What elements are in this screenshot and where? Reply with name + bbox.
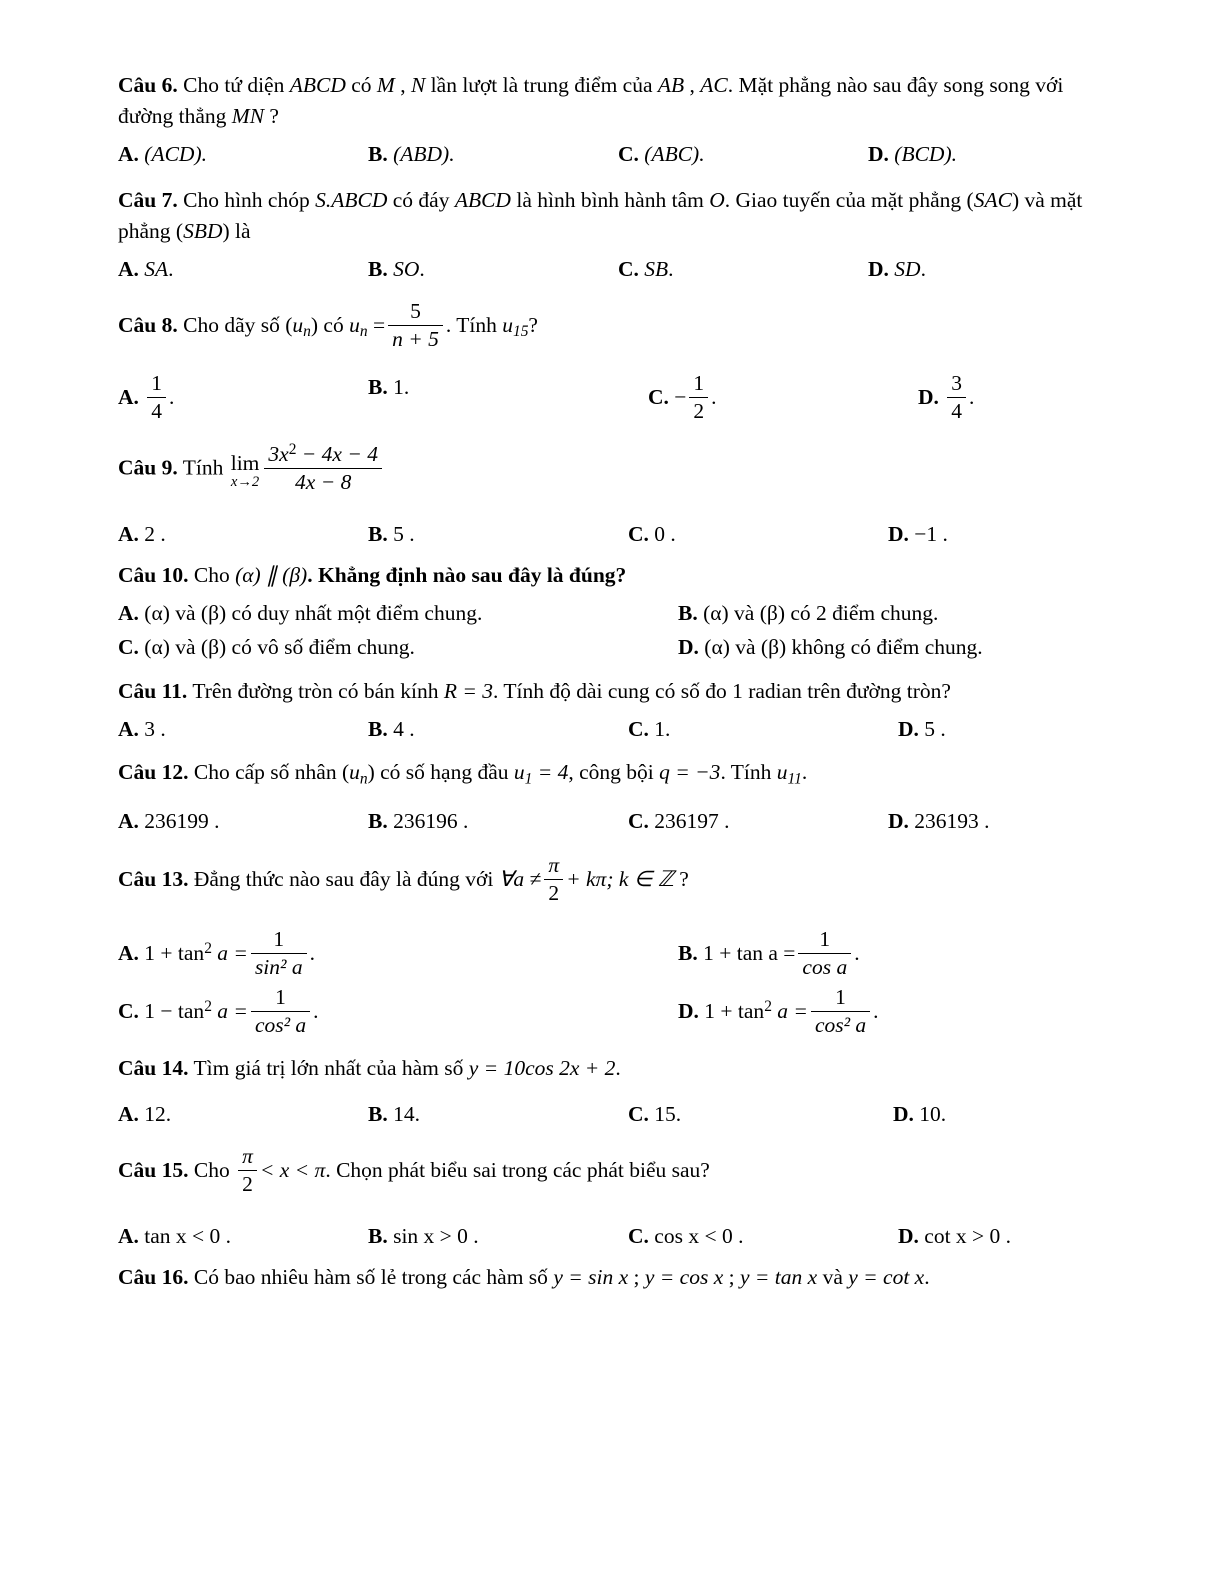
option-10-c-tag: C.	[118, 635, 139, 660]
option-13-a-var: a =	[211, 940, 248, 965]
question-13-text-1: Đẳng thức nào sau đây là đúng với	[193, 866, 499, 891]
option-15-a-text: tan x < 0 .	[144, 1224, 232, 1249]
option-11-d-text: 5 .	[924, 716, 946, 741]
option-13-a[interactable]	[118, 927, 618, 983]
question-14-stem	[118, 1053, 1118, 1084]
question-9-lim-sub: x→2	[230, 474, 260, 491]
option-7-a-text: SA	[144, 256, 169, 281]
question-12-label: Câu 12.	[118, 760, 189, 785]
option-7-c-text: SB	[644, 256, 669, 281]
question-6-text-7: ?	[264, 104, 279, 129]
question-12-math-q: q = −3	[659, 760, 721, 785]
question-16-text-3: ;	[723, 1265, 740, 1290]
option-12-c[interactable]	[618, 805, 868, 837]
option-13-d-fraction	[811, 984, 870, 1040]
option-13-c-fraction	[251, 984, 310, 1040]
question-11-stem	[118, 676, 1118, 707]
question-15-frac-den: 2	[242, 1172, 253, 1197]
question-12-text-6: .	[801, 760, 808, 785]
option-9-b[interactable]	[368, 518, 618, 550]
question-16-text-5: .	[924, 1265, 930, 1290]
option-13-d-num: 1	[811, 984, 870, 1012]
option-7-a-tag: A.	[118, 256, 139, 281]
question-16-stem	[118, 1262, 1118, 1293]
option-13-a-num: 1	[251, 926, 307, 954]
question-16-math-1: y = sin x	[553, 1265, 629, 1290]
question-10-options-row1	[118, 597, 1118, 629]
option-11-b[interactable]	[368, 713, 618, 745]
question-6-math-6: MN	[231, 104, 265, 129]
question-8-text-3: . Tính	[445, 313, 503, 338]
option-13-b-lhs: 1 + tan a =	[703, 940, 796, 965]
question-8-sub-n: n	[303, 323, 311, 341]
question-11-text-1: Trên đường tròn có bán kính	[192, 678, 444, 703]
question-9-fraction	[264, 440, 382, 497]
question-6-text-3: ,	[394, 73, 411, 97]
option-10-a-tag: A.	[118, 601, 139, 626]
option-6-c-text: (ABC).	[644, 142, 705, 167]
question-6-stem	[118, 70, 1118, 132]
option-13-c-lhs: 1 − tan	[144, 998, 205, 1023]
option-9-b-tag: B.	[368, 521, 388, 546]
question-16-text-1: Có bao nhiêu hàm số lẻ trong các hàm số	[193, 1265, 554, 1290]
option-12-c-tag: C.	[628, 808, 649, 833]
option-14-c[interactable]	[618, 1098, 868, 1130]
option-6-c[interactable]	[618, 138, 868, 170]
option-15-c-tag: C.	[628, 1224, 649, 1249]
option-13-d-tag: D.	[678, 998, 699, 1023]
option-9-b-text: 5 .	[393, 521, 415, 546]
question-15-stem	[118, 1144, 1118, 1200]
option-10-b-tag: B.	[678, 601, 698, 626]
question-10-math-1: (α) ∥ (β)	[235, 563, 308, 588]
question-6-options	[118, 138, 1118, 170]
question-12-math-u1: u	[513, 760, 525, 785]
option-9-c-tag: C.	[628, 521, 649, 546]
option-15-d-text: cot x > 0 .	[924, 1224, 1012, 1249]
question-8-frac-den: n + 5	[392, 327, 439, 352]
option-15-c-text: cos x < 0 .	[654, 1224, 744, 1249]
question-16-text-4: và	[817, 1265, 849, 1290]
question-12-text-2: ) có số hạng đầu	[367, 760, 514, 785]
option-13-d-den: cos² a	[814, 1012, 867, 1037]
option-13-d[interactable]	[618, 985, 1118, 1041]
question-12-text-4: , công bội	[568, 760, 660, 785]
option-12-b-tag: B.	[368, 808, 388, 833]
question-9-stem	[118, 441, 1118, 498]
option-7-d-tag: D.	[868, 256, 889, 281]
question-13-options-row1	[118, 927, 1118, 983]
question-7-options	[118, 253, 1118, 285]
option-8-d-tag: D.	[918, 384, 939, 409]
question-16-math-3: y = tan x	[739, 1265, 818, 1290]
option-7-d-text: SD	[894, 256, 921, 281]
option-6-a[interactable]	[118, 138, 368, 170]
option-14-d[interactable]	[868, 1098, 1118, 1130]
option-6-d[interactable]	[868, 138, 1118, 170]
question-15-options	[118, 1220, 1118, 1252]
question-8-math-u: u	[292, 313, 304, 338]
option-10-d-text: (α) và (β) không có điểm chung.	[704, 635, 983, 660]
question-12-stem	[118, 757, 1118, 791]
option-13-b-num: 1	[798, 926, 851, 954]
option-10-a[interactable]	[118, 597, 618, 629]
option-10-b-text: (α) và (β) có 2 điểm chung.	[703, 601, 939, 626]
question-10-text-1: Cho	[193, 563, 236, 588]
option-9-a-text: 2 .	[144, 521, 166, 546]
question-12-sub-11: 11	[787, 770, 802, 788]
question-13-math-2: + kπ; k ∈ ℤ	[566, 866, 674, 891]
option-8-b[interactable]	[368, 371, 618, 403]
option-9-c-text: 0 .	[654, 521, 676, 546]
option-11-c-text: 1.	[654, 716, 671, 741]
option-10-c[interactable]	[118, 631, 618, 663]
option-11-a-text: 3 .	[144, 716, 166, 741]
question-10-options-row2	[118, 631, 1118, 663]
option-14-a[interactable]	[118, 1098, 368, 1130]
option-6-b-tag: B.	[368, 142, 388, 167]
option-13-b-den: cos a	[802, 954, 848, 979]
option-8-c-num: 1	[689, 370, 708, 398]
option-7-b-text: SO	[393, 256, 420, 281]
question-15-label: Câu 15.	[118, 1158, 189, 1183]
question-14-text-2: .	[615, 1055, 621, 1080]
question-11-text-2: . Tính độ dài cung có số đo 1 radian trên đường tròn?	[493, 678, 951, 703]
question-9-limit	[230, 450, 260, 491]
option-8-a[interactable]	[118, 371, 368, 427]
question-15-text-1: Cho	[193, 1158, 236, 1183]
option-8-d[interactable]	[868, 371, 1118, 427]
question-16-math-2: y = cos x	[644, 1265, 724, 1290]
option-7-a[interactable]	[118, 253, 368, 285]
question-8-sub-n2: n	[359, 323, 368, 341]
option-8-c[interactable]	[618, 371, 868, 427]
question-6-text-6: . Mặt phẳng nào sau đây song song với đường thẳng	[118, 73, 1064, 129]
question-8-text-4: ?	[528, 313, 538, 338]
question-15-math-1: < x < π	[259, 1158, 326, 1183]
option-15-a-tag: A.	[118, 1224, 139, 1249]
option-6-a-tag: A.	[118, 142, 139, 167]
option-6-d-text: (BCD).	[894, 142, 957, 167]
option-11-c-tag: C.	[628, 716, 649, 741]
option-14-c-text: 15.	[654, 1102, 682, 1127]
option-15-d-tag: D.	[898, 1224, 919, 1249]
question-8-math-u2: u	[349, 313, 360, 338]
option-8-d-dot: .	[969, 384, 975, 409]
question-8-text-1: Cho dãy số (	[183, 313, 293, 338]
option-6-b-text: (ABD).	[393, 142, 455, 167]
option-13-c-sup: 2	[204, 997, 212, 1015]
question-12-text-5: . Tính	[720, 760, 777, 785]
question-11-math-1: R = 3	[443, 678, 494, 703]
exam-content	[118, 70, 1118, 1298]
question-8-frac-num: 5	[388, 298, 443, 326]
option-11-a-tag: A.	[118, 716, 139, 741]
option-15-b-text: sin x > 0 .	[393, 1224, 479, 1249]
option-12-a-text: 236199 .	[144, 808, 220, 833]
option-14-a-text: 12.	[144, 1102, 172, 1127]
option-7-c-dot: .	[668, 256, 674, 281]
option-15-c[interactable]	[618, 1220, 868, 1252]
option-12-d-text: 236193 .	[914, 808, 990, 833]
option-10-d[interactable]	[618, 631, 1118, 663]
question-6-math-1: ABCD	[289, 73, 346, 97]
question-13-math-1: ∀a ≠	[498, 866, 542, 891]
question-8-fraction	[388, 298, 443, 354]
question-12-text-1: Cho cấp số nhân (	[193, 760, 350, 785]
option-13-d-var: a =	[771, 998, 808, 1023]
question-11-label: Câu 11.	[118, 678, 188, 703]
question-9-frac-den: 4x − 8	[295, 469, 352, 494]
option-13-b-fraction	[798, 926, 851, 982]
question-12-sub-1: 1	[524, 770, 533, 788]
question-7-math-3: O	[709, 187, 725, 212]
option-7-b-dot: .	[419, 256, 425, 281]
question-13-options-row2	[118, 985, 1118, 1041]
option-11-b-tag: B.	[368, 716, 388, 741]
question-6-math-3: N	[410, 73, 426, 97]
option-13-b-tag: B.	[678, 940, 698, 965]
question-6-label: Câu 6.	[118, 73, 178, 97]
option-12-a[interactable]	[118, 805, 368, 837]
option-11-d[interactable]	[868, 713, 1118, 745]
question-12-math-u11: u	[776, 760, 788, 785]
option-7-c[interactable]	[618, 253, 868, 285]
question-8-options	[118, 371, 1118, 427]
question-8-stem	[118, 299, 1118, 355]
question-9-num-a: 3x	[268, 441, 289, 466]
question-7-text-5: ) và mặt phẳng (	[118, 187, 1083, 243]
question-10-text-2: . Khẳng định nào sau đây là đúng?	[307, 563, 627, 588]
option-8-c-sign: −	[674, 384, 687, 409]
question-7-math-4: SAC	[973, 187, 1012, 212]
question-13-stem	[118, 853, 1118, 909]
option-6-d-tag: D.	[868, 142, 889, 167]
option-8-d-den: 4	[951, 398, 963, 423]
question-7-text-3: là hình bình hành tâm	[510, 187, 710, 212]
option-15-b-tag: B.	[368, 1224, 388, 1249]
option-9-d[interactable]	[868, 518, 1118, 550]
question-7-math-2: ABCD	[454, 187, 511, 212]
question-7-text-6: ) là	[222, 218, 251, 243]
option-8-a-den: 4	[151, 398, 163, 423]
question-9-frac-num	[264, 440, 382, 469]
question-6-math-5: AC	[700, 73, 728, 97]
option-14-d-text: 10.	[919, 1102, 947, 1127]
question-6-text-5: ,	[684, 73, 701, 97]
option-8-d-fraction	[947, 370, 966, 426]
question-7-label: Câu 7.	[118, 187, 178, 212]
question-16-text-2: ;	[628, 1265, 645, 1290]
question-10-label: Câu 10.	[118, 563, 189, 588]
option-13-c-num: 1	[251, 984, 310, 1012]
option-13-d-lhs: 1 + tan	[704, 998, 765, 1023]
option-12-b-text: 236196 .	[393, 808, 469, 833]
option-11-d-tag: D.	[898, 716, 919, 741]
option-14-b[interactable]	[368, 1098, 618, 1130]
question-6-text-4: lần lượt là trung điểm của	[425, 73, 658, 97]
option-13-a-tag: A.	[118, 940, 139, 965]
option-8-a-num: 1	[147, 370, 166, 398]
question-13-text-2: ?	[673, 866, 689, 891]
option-13-b[interactable]	[618, 927, 1118, 983]
option-14-b-text: 14.	[393, 1102, 420, 1127]
question-6-text-1: Cho tứ diện	[183, 73, 290, 97]
option-10-b[interactable]	[618, 597, 1118, 629]
option-13-c[interactable]	[118, 985, 618, 1041]
question-7-text-1: Cho hình chóp	[183, 187, 316, 212]
option-13-d-sup: 2	[764, 997, 772, 1015]
option-12-a-tag: A.	[118, 808, 139, 833]
option-13-b-dot: .	[854, 940, 860, 965]
option-15-a[interactable]	[118, 1220, 368, 1252]
question-8-math-u3: u	[502, 313, 513, 338]
question-15-fraction	[238, 1143, 257, 1199]
option-14-d-tag: D.	[893, 1102, 914, 1127]
option-7-a-dot: .	[168, 256, 174, 281]
option-13-a-fraction	[251, 926, 307, 982]
question-10-stem	[118, 560, 1118, 591]
question-14-options	[118, 1098, 1118, 1130]
option-10-d-tag: D.	[678, 635, 699, 660]
question-14-text-1: Tìm giá trị lớn nhất của hàm số	[193, 1055, 469, 1080]
question-7-text-2: có đáy	[387, 187, 455, 212]
question-12-sub-n: n	[359, 770, 368, 788]
question-15-text-2: . Chọn phát biểu sai trong các phát biểu sau?	[325, 1158, 710, 1183]
option-6-b[interactable]	[368, 138, 618, 170]
option-11-c[interactable]	[618, 713, 868, 745]
question-6-text-2: có	[345, 73, 377, 97]
question-6-math-4: AB	[657, 73, 685, 97]
option-14-a-tag: A.	[118, 1102, 139, 1127]
option-10-a-text: (α) và (β) có duy nhất một điểm chung.	[144, 601, 483, 626]
question-12-options	[118, 805, 1118, 837]
option-9-d-tag: D.	[888, 521, 909, 546]
question-6-math-2: M	[376, 73, 395, 97]
option-14-c-tag: C.	[628, 1102, 649, 1127]
option-15-d[interactable]	[868, 1220, 1118, 1252]
question-16-label: Câu 16.	[118, 1265, 189, 1290]
question-8-sub-15: 15	[512, 323, 529, 341]
option-9-a-tag: A.	[118, 521, 139, 546]
option-13-c-dot: .	[313, 998, 319, 1023]
question-7-text-4: . Giao tuyến của mặt phẳng (	[724, 187, 974, 212]
option-13-a-lhs: 1 + tan	[144, 940, 205, 965]
option-7-d-dot: .	[920, 256, 926, 281]
option-11-b-text: 4 .	[393, 716, 415, 741]
question-14-math-1: y = 10cos 2x + 2	[468, 1055, 616, 1080]
option-8-c-dot: .	[711, 384, 717, 409]
option-8-b-tag: B.	[368, 375, 388, 399]
option-9-c[interactable]	[618, 518, 868, 550]
option-12-d-tag: D.	[888, 808, 909, 833]
option-13-a-den: sin² a	[254, 954, 303, 979]
question-8-text-2: ) có	[310, 313, 350, 338]
option-12-b[interactable]	[368, 805, 618, 837]
option-15-b[interactable]	[368, 1220, 618, 1252]
question-9-text-1: Tính	[182, 455, 229, 480]
question-8-equals: =	[372, 313, 386, 338]
question-7-math-5: SBD	[183, 218, 223, 243]
question-14-label: Câu 14.	[118, 1055, 189, 1080]
option-8-d-num: 3	[947, 370, 966, 398]
question-9-options	[118, 518, 1118, 550]
option-7-d[interactable]	[868, 253, 1118, 285]
option-10-c-text: (α) và (β) có vô số điểm chung.	[144, 635, 415, 660]
question-12-text-3: = 4	[532, 760, 569, 785]
option-13-a-dot: .	[309, 940, 315, 965]
question-9-label: Câu 9.	[118, 455, 178, 480]
question-12-math-u: u	[349, 760, 360, 785]
option-14-b-tag: B.	[368, 1102, 388, 1127]
option-11-a[interactable]	[118, 713, 368, 745]
question-15-frac-num: π	[238, 1143, 257, 1171]
option-8-a-fraction	[147, 370, 166, 426]
option-8-a-dot: .	[169, 384, 175, 409]
option-8-b-text: 1.	[393, 375, 410, 399]
option-7-b[interactable]	[368, 253, 618, 285]
option-7-b-tag: B.	[368, 256, 388, 281]
option-8-c-tag: C.	[648, 384, 669, 409]
option-7-c-tag: C.	[618, 256, 639, 281]
question-16-math-4: y = cot x	[848, 1265, 925, 1290]
question-9-num-sup: 2	[288, 441, 297, 458]
option-13-d-dot: .	[873, 998, 879, 1023]
option-13-c-tag: C.	[118, 998, 139, 1023]
question-13-frac-den: 2	[548, 881, 560, 905]
option-12-c-text: 236197 .	[654, 808, 730, 833]
question-13-frac-num: π	[544, 852, 563, 880]
option-12-d[interactable]	[868, 805, 1118, 837]
option-13-a-sup: 2	[204, 939, 212, 957]
option-8-a-tag: A.	[118, 384, 139, 409]
option-8-c-den: 2	[693, 398, 705, 423]
option-13-c-var: a =	[211, 998, 248, 1023]
option-13-c-den: cos² a	[254, 1012, 307, 1037]
question-7-stem	[118, 185, 1118, 247]
question-9-num-b: − 4x − 4	[296, 441, 378, 466]
option-9-d-text: −1 .	[914, 521, 948, 546]
question-13-label: Câu 13.	[118, 866, 189, 891]
option-6-a-text: (ACD).	[144, 142, 207, 167]
option-9-a[interactable]	[118, 518, 368, 550]
question-11-options	[118, 713, 1118, 745]
question-8-label: Câu 8.	[118, 313, 178, 338]
option-6-c-tag: C.	[618, 142, 639, 167]
question-9-lim-op: lim	[230, 450, 260, 475]
question-7-math-1: S.ABCD	[315, 187, 388, 212]
question-13-fraction	[544, 852, 563, 908]
option-8-c-fraction	[689, 370, 708, 426]
